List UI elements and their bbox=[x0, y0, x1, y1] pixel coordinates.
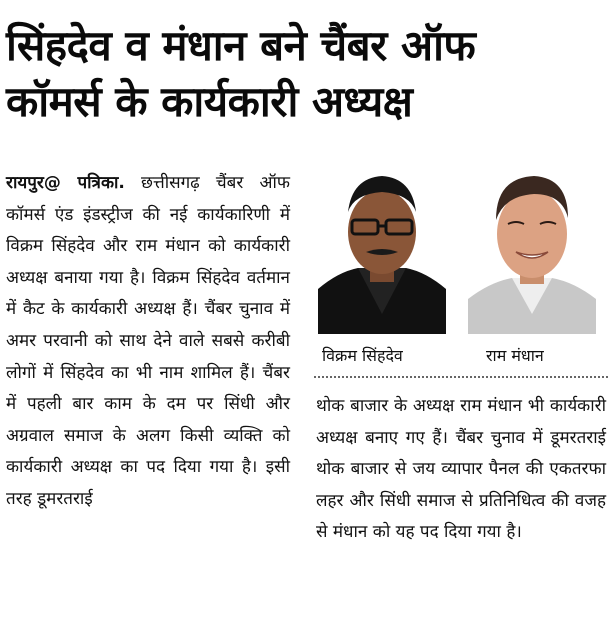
photo-vikram-singhdev bbox=[318, 164, 446, 334]
photo-caption-ram: राम मंधान bbox=[486, 346, 544, 365]
article-paragraph-left bbox=[6, 168, 290, 516]
article-right-column bbox=[316, 391, 606, 549]
photo-ram-mandhan bbox=[468, 164, 596, 334]
article-text-right: थोक बाजार के अध्यक्ष राम मंधान भी कार्यकारी अध्यक्ष बनाए गए हैं। चैंबर चुनाव में डूमरतराई थोक बाजार से जय व्यापार पैनल की एकतरफा लहर और सिंधी समाज से प्रतिनिधित्व की वजह से मंधान को यह पद दिया गया है। bbox=[316, 396, 606, 543]
dateline: रायपुर@ पत्रिका. bbox=[6, 173, 125, 193]
headline bbox=[6, 18, 610, 130]
caption-divider bbox=[314, 376, 608, 378]
article-text-left: छत्तीसगढ़ चैंबर ऑफ कॉमर्स एंड इंडस्ट्रीज की नई कार्यकारिणी में विक्रम सिंहदेव और राम मंधान को कार्यकारी अध्यक्ष बनाया गया है। विक्रम सिंहदेव वर्तमान में कैट के कार्यकारी अध्यक्ष हैं। चैंबर चुनाव में अमर परवानी को साथ देने वाले सबसे करीबी लोगों में सिंहदेव का भी नाम शामिल हैं। चैंबर में पहली बार काम के दम पर सिंधी और अग्रवाल समाज के अलग किसी व्यक्ति को कार्यकारी अध्यक्ष का पद दिया गया है। इसी तरह डूमरतराई bbox=[6, 173, 291, 509]
photo-caption-vikram: विक्रम सिंहदेव bbox=[322, 346, 403, 365]
article-left-column bbox=[6, 168, 290, 516]
headline-line-2: कॉमर्स के कार्यकारी अध्यक्ष bbox=[6, 77, 413, 126]
headline-line-1: सिंहदेव व मंधान बने चैंबर ऑफ bbox=[6, 21, 476, 70]
